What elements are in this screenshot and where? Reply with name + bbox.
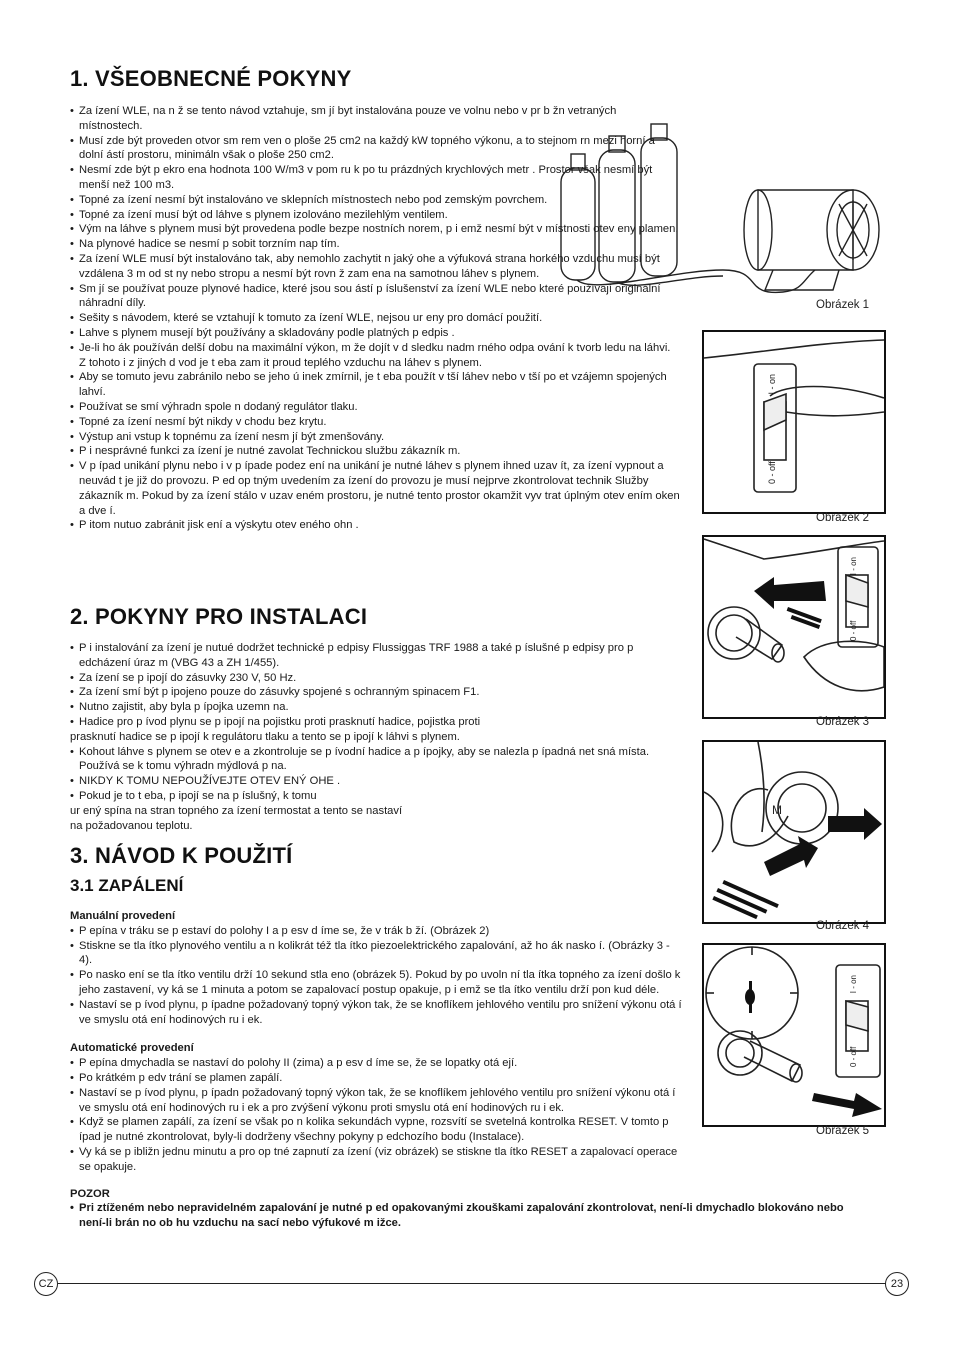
bullet-item: • Když se plamen zapálí, za ízení se však po n kolika sekundách vypne, rozsvítí se svetelná kontrolka RESET. V tomto p ípad je nutné zkontrolovat, byly-li dodrženy všechny pokyny p edchozího bodu (Instalace).	[70, 1115, 682, 1145]
bullet-item: • Používat se smí výhradn spole n dodaný regulátor tlaku.	[70, 400, 680, 415]
figure-4-caption: Obrázek 4	[816, 920, 870, 932]
figure-4	[702, 740, 886, 924]
bullet-item: • Lahve s plynem musejí být používány a skladovány podle platných p edpis .	[70, 326, 680, 341]
section2-body	[70, 641, 682, 833]
figure-2	[702, 330, 886, 514]
fig5-switch-off-label: 0 - off	[849, 1046, 858, 1067]
bullet-item: • V p ípad unikání plynu nebo i v p ípade podez ení na unikání je nutné láhev s plynem ihned uzav ít, za ízení vypnout a neuvád t je již do provozu. P ed op tným uvedením za ízení do provozu je musí nejprve zkontrolovat technik Služby zákazník m. Pokud by za ízení stálo v uzav eném prostoru, je nutné tento prostor okamžit vyv trat úplným otev ením oken a dve í.	[70, 459, 680, 518]
bullet-item: • Za ízení WLE, na n ž se tento návod vztahuje, sm jí byt instalována pouze ve volnu nebo v pr b žn vetraných místnostech.	[70, 104, 680, 134]
bullet-item: • Na plynové hadice se nesmí p sobit torzním nap tím.	[70, 237, 680, 252]
fig5-switch-on-label: I - on	[849, 975, 858, 994]
bullet-item: • Vým na láhve s plynem musi být provedena podle bezpe nostních norem, p i emž nesmí být v místnosti otev eny plamen.	[70, 222, 680, 237]
install-line: • P i instalování za ízení je nutué dodržet technické p edpisy Flussiggas TRF 1988 a také p íslušné p edpisy pro p edcházení úraz m (VBG 43 a ZH 1/455).	[70, 641, 682, 671]
figure-1-illustration	[553, 120, 885, 302]
bullet-item: • Topné za ízení nesmí být nikdy v chodu bez krytu.	[70, 415, 680, 430]
figure-5-caption: Obrázek 5	[816, 1125, 870, 1137]
section1-title: 1. VŠEOBNECNÉ POKYNY	[70, 66, 352, 91]
bullet-item: • Po nasko ení se tla ítko ventilu drží 10 sekund stla eno (obrázek 5). Pokud by po uvoln ní tla ítka topného za ízení došlo k jeho zastavení, vy ká se 1 minuta a potom se zapalovací postup opakuje, p i emž se tla ítko ventilu drží pon kud déle.	[70, 968, 682, 998]
install-line: • Nutno zajistit, aby byla p ípojka uzemn na.	[70, 700, 682, 715]
install-line: • Pokud je to t eba, p ipojí se na p íslušný, k tomu	[70, 789, 682, 804]
footer-rule	[58, 1283, 886, 1284]
bullet-item: • Nesmí zde být p ekro ena hodnota 100 W/m3 v pom ru k po tu prázdných krychlových metr . Prostor však nesmí být menší než 100 m3.	[70, 163, 680, 193]
install-line: • Za ízení se p ipojí do zásuvky 230 V, 50 Hz.	[70, 671, 682, 686]
manual-steps	[70, 924, 682, 1028]
bullet-item: • Za ízení WLE musí být instalováno tak, aby nemohlo zachytit n jaký ohe a výfuková strana horkého vzduchu musí být vzdálena 3 m od st ny nebo stropu a nesmí být rovn ž zam ena na samotnou láhev s plynem.	[70, 252, 680, 282]
bullet-item: • Nastaví se p ívod plynu, p ípadne požadovaný topný výkon tak, že se knoflíkem jehlového ventilu pro snížení výkonu otá í ve smyslu otá ení hodinových ru i ek.	[70, 998, 682, 1028]
fig3-switch-on-label: I - on	[849, 557, 858, 576]
install-line: na požadovanou teplotu.	[70, 819, 193, 832]
bullet-item: • P i nesprávné funkci za ízení je nutné zavolat Technickou službu zákazník m.	[70, 444, 680, 459]
bullet-item: • Výstup ani vstup k topnému za ízení nesm jí být zmenšovány.	[70, 430, 680, 445]
bullet-item: • P epína dmychadla se nastaví do polohy II (zima) a p esv d íme se, že se lopatky otá ejí.	[70, 1056, 682, 1071]
section3-subtitle: 3.1 ZAPÁLENÍ	[70, 876, 184, 895]
fig2-switch-off-label: 0 - off	[767, 461, 777, 484]
install-line: • NIKDY K TOMU NEPOUŽÍVEJTE OTEV ENÝ OHE .	[70, 774, 682, 789]
bullet-item: • Po krátkém p edv trání se plamen zapálí.	[70, 1071, 682, 1086]
figure-5	[702, 943, 886, 1127]
bullet-item: • Nastaví se p ívod plynu, p ípadn požadovaný topný výkon tak, že se knoflíkem jehlového ventilu pro snížení výkonu otá í ve smyslu otá ení hodinových ru i ek a pro zvýšení výkonu proti smyslu otá ení hodinových ru i ek.	[70, 1086, 682, 1116]
fig2-switch-on-label: I - on	[767, 374, 777, 395]
figure-3	[702, 535, 886, 719]
bullet-item: • Vy ká se p ibližn jednu minutu a pro op tné zapnutí za ízení (viz obrázek) se stiskne tla ítko RESET a zapalovací operace se opakuje.	[70, 1145, 682, 1175]
bullet-item: • Je-li ho ák používán delší dobu na maximální výkon, m že dojít v d sledku nadm rného odpa ování k tvorb ledu na láhvi. Z tohoto i z jiných d vod je t eba zam it proud teplého vzduchu na láhev s plynem.	[70, 341, 680, 371]
bullet-item: • P itom nutuo zabránit jisk ení a výskytu otev eného ohn .	[70, 518, 680, 533]
warning-text: • Pri ztíženém nebo nepravidelném zapalování je nutné p ed opakovanými zkouškami zapalování zkontrolovat, není-li dmychadlo blokováno nebo není-li brán no ob hu vzduchu na sací nebo výfukové m ižce.	[70, 1201, 850, 1231]
bullet-item: • Musí zde být proveden otvor sm rem ven o ploše 25 cm2 na každý kW topného výkonu, a to stejnom rn mezi horní a dolní ástí prostoru, minimáln však o ploše 250 cm2.	[70, 134, 680, 164]
section3-title: 3. NÁVOD K POUŽITÍ	[70, 843, 293, 868]
fig3-switch-off-label: 0 - off	[849, 620, 858, 641]
install-line: • Kohout láhve s plynem se otev e a zkontroluje se p ívodní hadice a p ípojky, aby se nalezla p ípadná net sná místa. Používá se k tomu výhradn mýdlová p na.	[70, 745, 682, 775]
bullet-item: • Topné za ízení musí být od láhve s plynem izolováno mezilehlým ventilem.	[70, 208, 680, 223]
section2-title: 2. POKYNY PRO INSTALACI	[70, 604, 368, 629]
fig4-knob-letter: M	[772, 803, 782, 817]
warning-heading: POZOR	[70, 1187, 110, 1200]
figure-2-caption: Obrázek 2	[816, 512, 870, 524]
figure-3-caption: Obrázek 3	[816, 716, 870, 728]
footer-page-number: 23	[885, 1272, 909, 1296]
auto-steps	[70, 1056, 682, 1174]
install-line: • Za ízení smí být p ipojeno pouze do zásuvky spojené s ochranným spinacem F1.	[70, 685, 682, 700]
auto-heading: Automatické provedení	[70, 1042, 194, 1055]
bullet-item: • Topné za ízení nesmí být instalováno ve sklepních místnostech nebo pod zemským povrchem.	[70, 193, 680, 208]
figure-1-caption: Obrázek 1	[816, 299, 870, 311]
bullet-item: • Sešity s návodem, které se vztahují k tomuto za ízení WLE, nejsou ur eny pro domácí použití.	[70, 311, 680, 326]
bullet-item: • P epína v tráku se p estaví do polohy I a p esv d íme se, že v trák b ží. (Obrázek 2)	[70, 924, 682, 939]
install-line: prasknutí hadice se p ipojí k regulátoru tlaku a tento se p ipojí k láhvi s plynem.	[70, 730, 460, 743]
install-line: • Hadice pro p ívod plynu se p ipojí na pojistku proti prasknutí hadice, pojistka proti	[70, 715, 682, 730]
bullet-item: • Sm jí se používat pouze plynové hadice, které jsou sou ástí p íslušenství za ízení WLE nebo které používají originální náhradní díly.	[70, 282, 680, 312]
manual-heading: Manuální provedení	[70, 910, 176, 922]
footer-language-badge: CZ	[34, 1272, 58, 1296]
bullet-item: • Aby se tomuto jevu zabránilo nebo se jeho ú inek zmírnil, je t eba použít v tší láhev nebo v tší po et vzájemn spojených lahví.	[70, 370, 680, 400]
install-line: ur ený spína na stran topného za ízení termostat a tento se nastaví	[70, 804, 403, 817]
bullet-item: • Stiskne se tla ítko plynového ventilu a n kolikrát též tla ítko piezoelektrického zapalování, až ho ák nasko í. (Obrázky 3 - 4).	[70, 939, 682, 969]
